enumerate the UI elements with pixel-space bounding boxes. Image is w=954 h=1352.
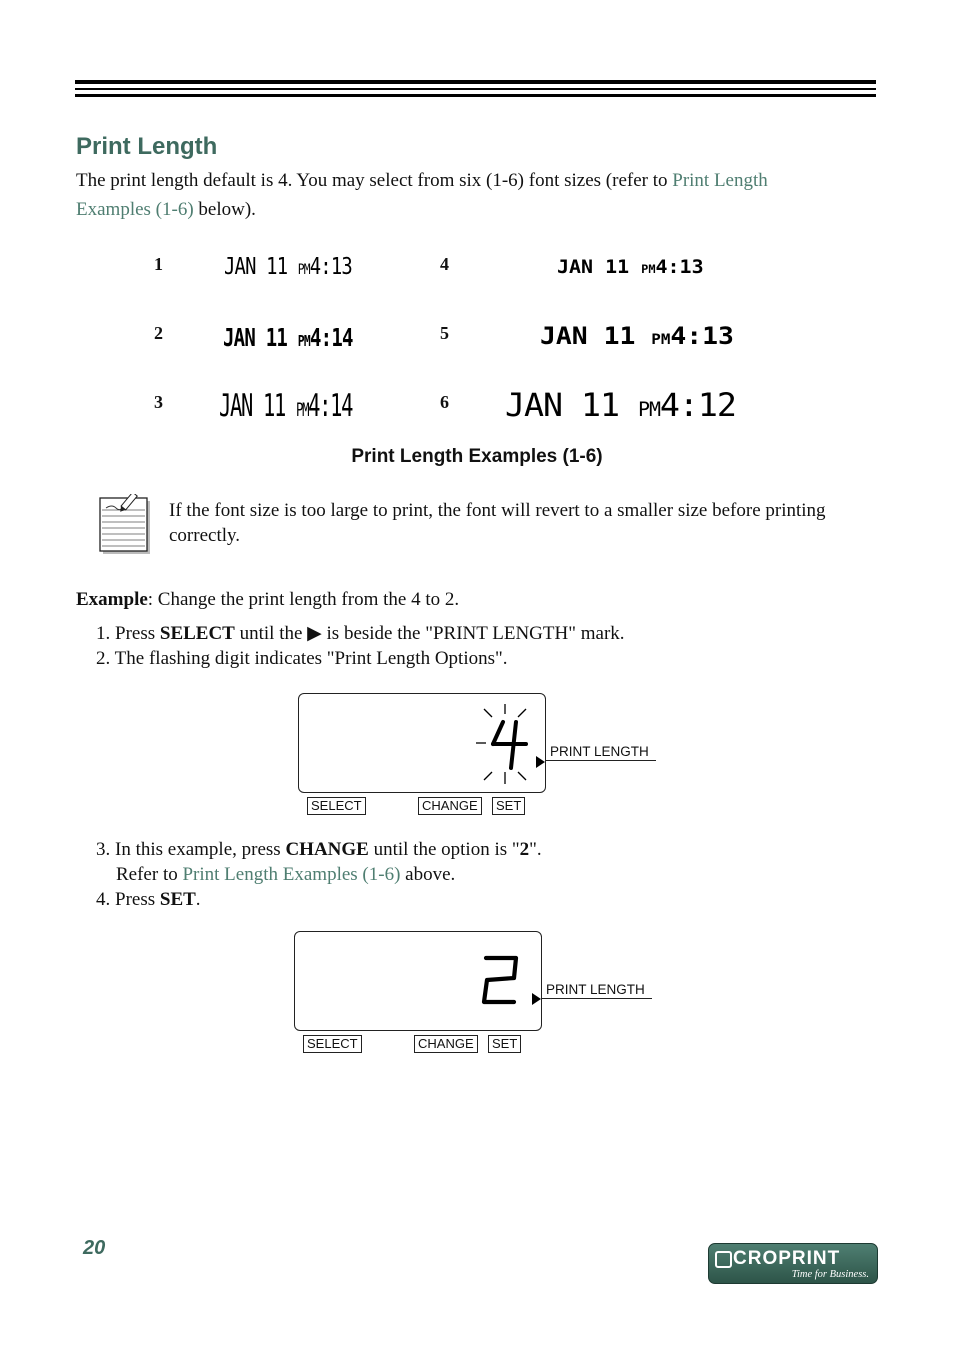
sample-day: 11 [603,322,636,350]
header-rule-thin [75,94,876,97]
example-sample [219,388,352,424]
notepad-icon [98,494,152,556]
sample-day: 11 [580,386,619,424]
change-button[interactable]: CHANGE [418,797,482,815]
example-number: 5 [440,323,449,343]
set-button[interactable]: SET [492,797,525,815]
example-number: 6 [440,392,449,412]
intro-link[interactable]: Print Length Examples (1-6) [76,170,768,220]
select-button[interactable]: SELECT [303,1035,362,1053]
sample-ampm: PM [641,262,656,276]
example-sample [540,322,734,350]
sample-day: 11 [266,254,288,280]
page-number: 20 [83,1237,106,1259]
sample-time: 4:14 [308,388,353,424]
intro-tail: below). [193,199,256,220]
steps-second [96,837,542,912]
step-item: 1. Press SELECT until the ▶ is beside the "PRINT LENGTH" mark. [96,623,625,644]
lcd-digit-4-flashing [470,700,540,786]
sample-month: JAN [224,254,256,280]
sample-ampm: PM [296,400,309,421]
example-number: 4 [440,254,449,274]
example-sample [557,256,704,278]
example-text: : Change the print length from the 4 to 2. [147,589,460,610]
header-rule-thick [75,80,876,84]
logo-a-icon [715,1251,732,1268]
sample-day: 11 [263,388,285,424]
sample-time: 4:14 [309,323,353,352]
steps-first [96,621,625,671]
header-rule-mid [75,88,876,90]
sample-month: JAN [540,322,588,350]
sample-ampm: PM [637,398,660,421]
acroprint-logo [708,1243,878,1284]
sample-day: 11 [605,256,630,278]
example-sample [505,386,736,424]
sample-ampm: PM [297,262,310,278]
set-button[interactable]: SET [488,1035,521,1053]
lcd-indicator-arrow [536,756,545,768]
step-item: 3. In this example, press CHANGE until the option is "2". [96,839,542,860]
sample-time: 4:12 [659,386,736,424]
lcd-digit-2 [478,950,524,1010]
note-text: If the font size is too large to print, the font will revert to a smaller size before printing correctly. [169,500,826,546]
logo-brand: CROPRINT [733,1248,841,1269]
intro-text: The print length default is 4. You may select from six (1-6) font sizes (refer to [76,170,673,191]
print-length-label: PRINT LENGTH [546,744,656,761]
sample-month: JAN [505,386,562,424]
lcd-indicator-arrow [532,993,541,1005]
sample-ampm: PM [651,332,671,348]
example-number: 3 [154,392,163,412]
sample-time: 4:13 [670,322,734,350]
example-label: Example [76,589,148,610]
example-number: 1 [154,254,163,274]
example-line [76,589,459,611]
change-button[interactable]: CHANGE [414,1035,478,1053]
step-item: Refer to Print Length Examples (1-6) above. [116,864,456,885]
step-item: 2. The flashing digit indicates "Print Length Options". [96,648,508,669]
sample-month: JAN [223,323,256,352]
logo-tagline: Time for Business. [791,1269,869,1280]
sample-time: 4:13 [655,256,704,278]
sample-month: JAN [219,388,252,424]
sample-month: JAN [557,256,594,278]
sample-time: 4:13 [309,254,352,280]
step-item: 4. Press SET. [96,889,201,910]
examples-caption: Print Length Examples (1-6) [351,446,603,467]
sample-day: 11 [265,323,288,352]
page-title: Print Length [76,133,218,160]
example-sample [223,323,353,352]
refer-link[interactable]: Print Length Examples (1-6) [182,864,401,885]
example-number: 2 [154,323,163,343]
intro-paragraph [76,166,846,224]
example-sample [224,254,352,280]
print-length-label: PRINT LENGTH [542,982,652,999]
select-button[interactable]: SELECT [307,797,366,815]
sample-ampm: PM [297,332,310,350]
